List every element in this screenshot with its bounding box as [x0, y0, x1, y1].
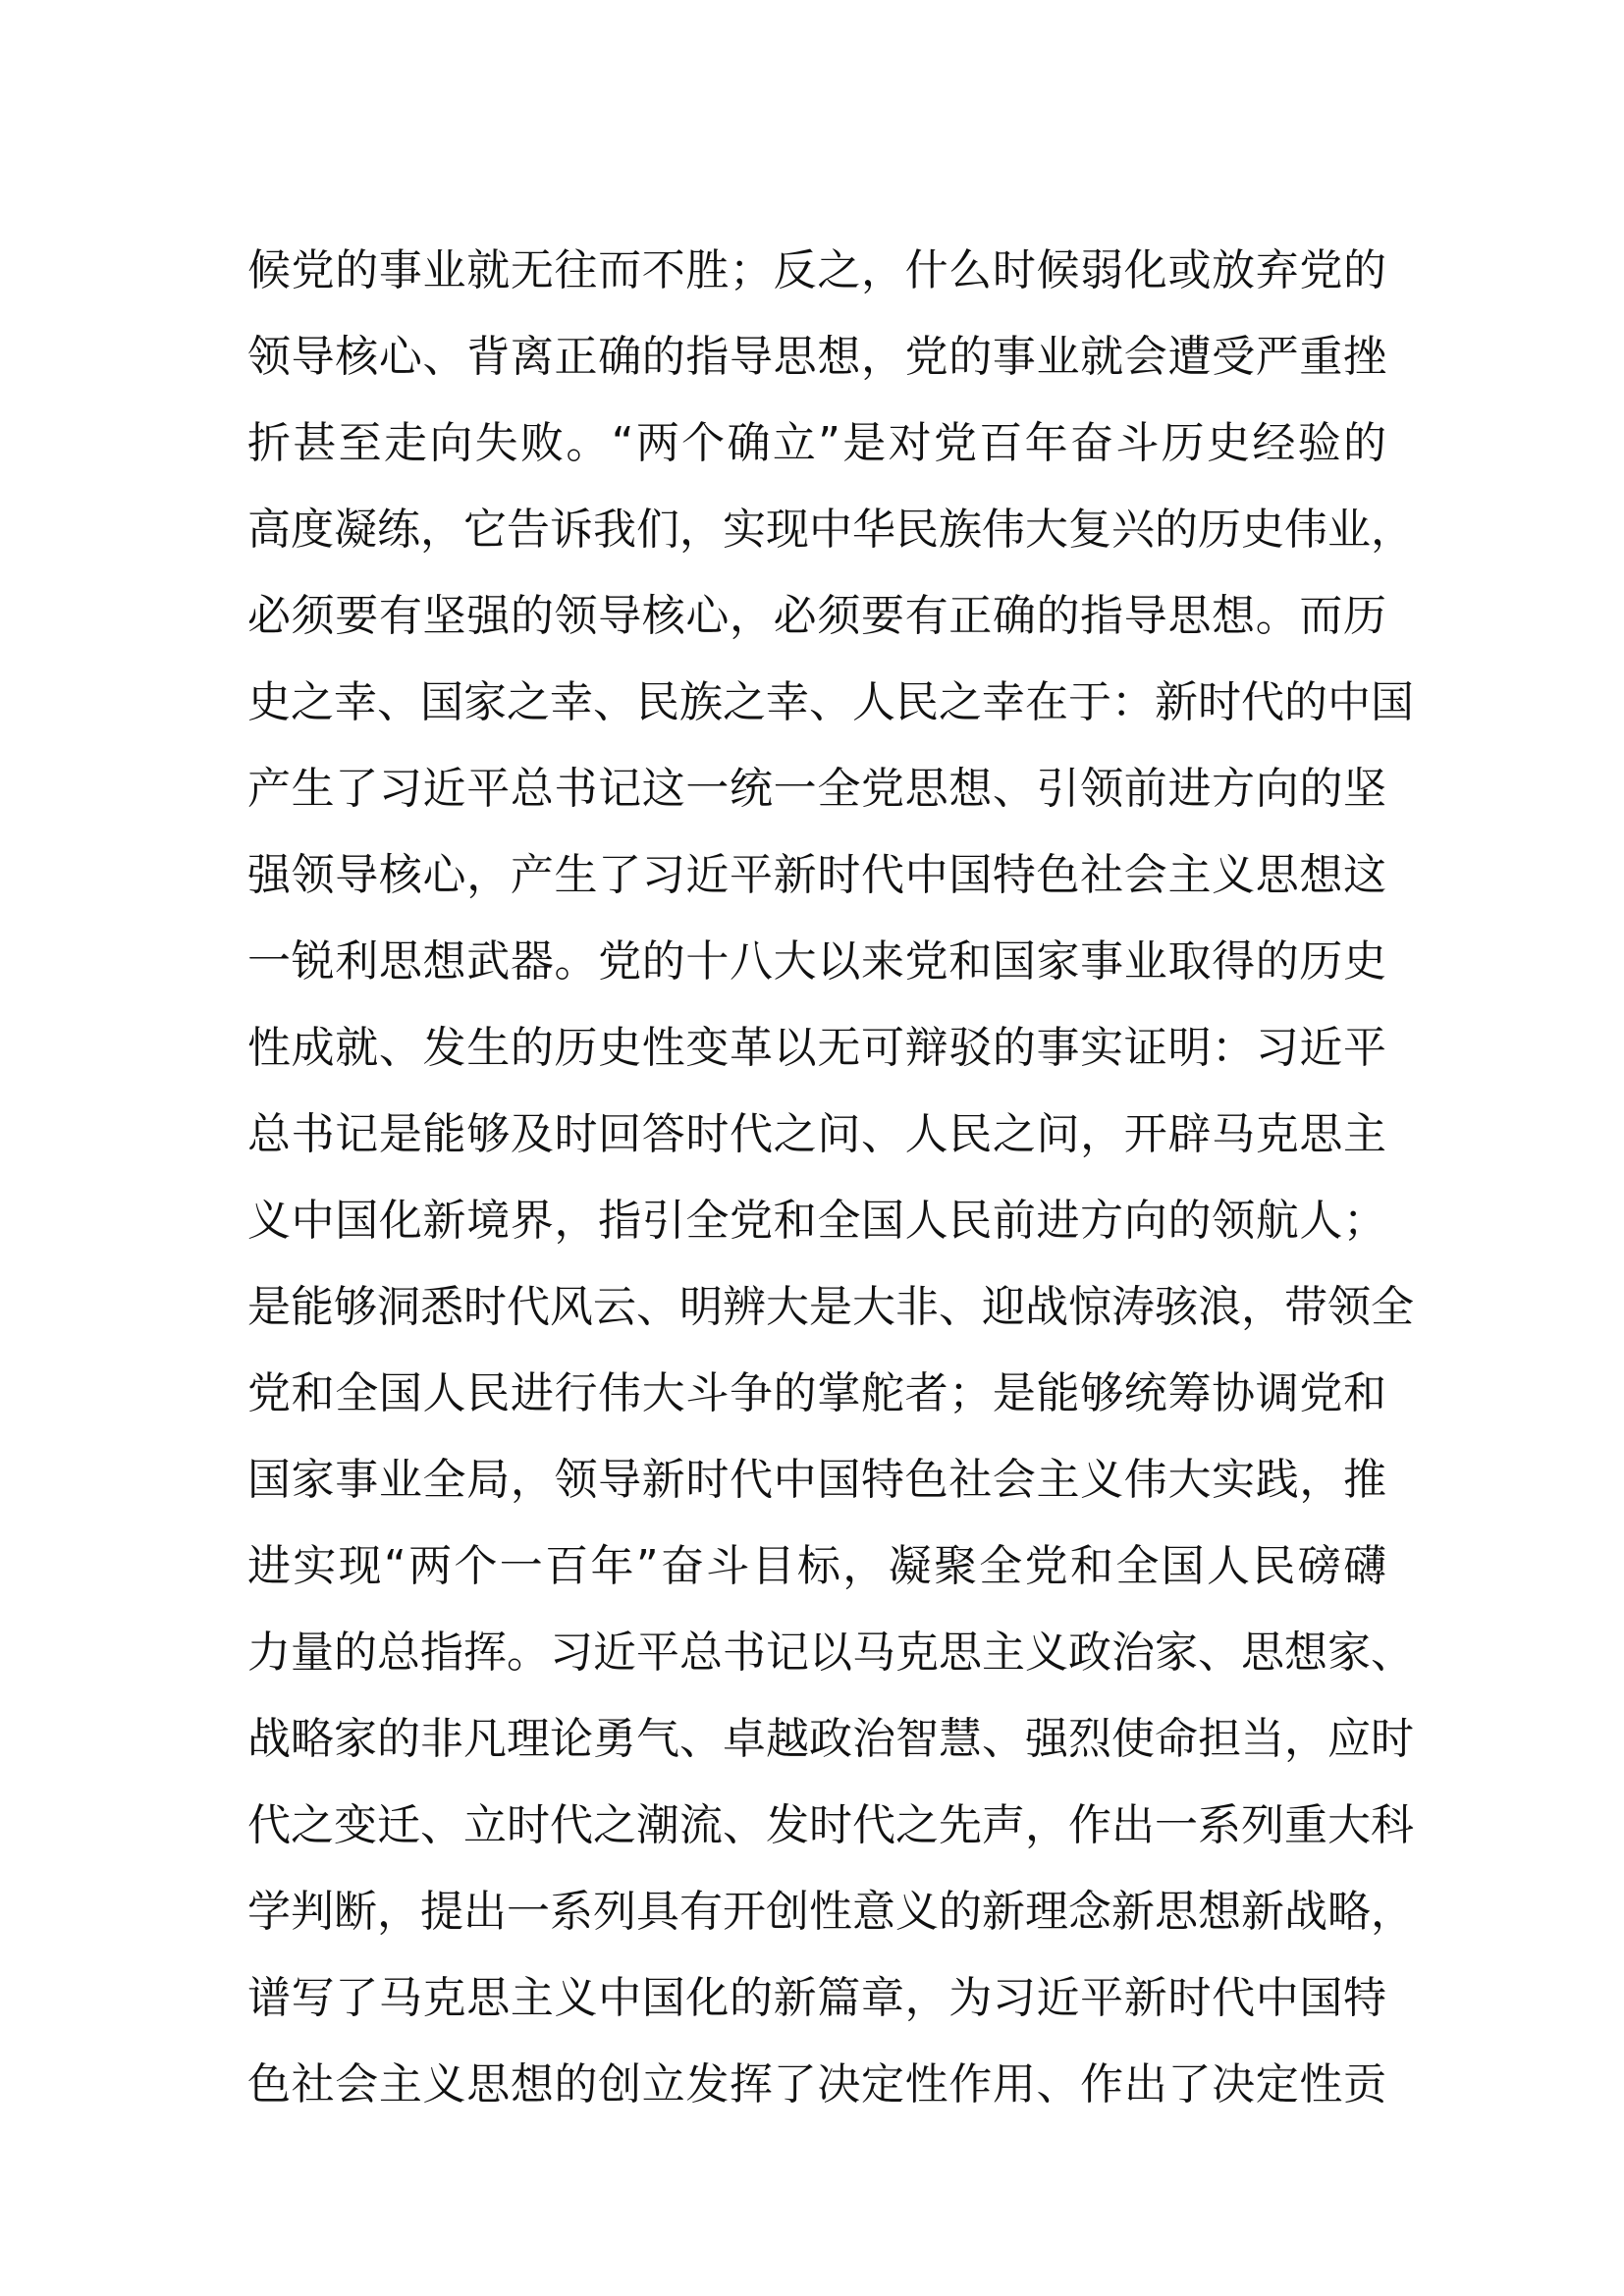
text-line: 折甚至走向失败。“两个确立”是对党百年奋斗历史经验的 [247, 418, 1386, 468]
text-line: 色社会主义思想的创立发挥了决定性作用、作出了决定性贡 [247, 2059, 1386, 2109]
text-line: 领导核心、背离正确的指导思想，党的事业就会遭受严重挫 [247, 332, 1386, 382]
text-line: 力量的总指挥。习近平总书记以马克思主义政治家、思想家、 [247, 1628, 1414, 1678]
text-line: 产生了习近平总书记这一统一全党思想、引领前进方向的坚 [247, 764, 1386, 814]
text-line: 国家事业全局，领导新时代中国特色社会主义伟大实践，推 [247, 1455, 1386, 1505]
text-line: 代之变迁、立时代之潮流、发时代之先声，作出一系列重大科 [247, 1800, 1414, 1850]
text-line: 必须要有坚强的领导核心，必须要有正确的指导思想。而历 [247, 591, 1386, 641]
text-line: 候党的事业就无往而不胜；反之，什么时候弱化或放弃党的 [247, 245, 1386, 295]
text-line: 是能够洞悉时代风云、明辨大是大非、迎战惊涛骇浪，带领全 [247, 1282, 1414, 1332]
body-text [247, 228, 1414, 2128]
text-line: 谱写了马克思主义中国化的新篇章，为习近平新时代中国特 [247, 1973, 1386, 2023]
text-line: 总书记是能够及时回答时代之问、人民之问，开辟马克思主 [247, 1109, 1386, 1159]
text-line: 高度凝练，它告诉我们，实现中华民族伟大复兴的历史伟业， [247, 505, 1414, 555]
text-line: 一锐利思想武器。党的十八大以来党和国家事业取得的历史 [247, 936, 1386, 987]
text-line: 义中国化新境界，指引全党和全国人民前进方向的领航人； [247, 1196, 1386, 1246]
text-line: 学判断，提出一系列具有开创性意义的新理念新思想新战略， [247, 1887, 1414, 1937]
text-line: 强领导核心，产生了习近平新时代中国特色社会主义思想这 [247, 850, 1386, 900]
text-line: 史之幸、国家之幸、民族之幸、人民之幸在于：新时代的中国 [247, 677, 1414, 727]
text-line: 性成就、发生的历史性变革以无可辩驳的事实证明：习近平 [247, 1023, 1386, 1073]
text-line: 进实现“两个一百年”奋斗目标，凝聚全党和全国人民磅礴 [247, 1541, 1386, 1591]
text-line: 党和全国人民进行伟大斗争的掌舵者；是能够统筹协调党和 [247, 1368, 1386, 1418]
text-line: 战略家的非凡理论勇气、卓越政治智慧、强烈使命担当，应时 [247, 1714, 1414, 1764]
